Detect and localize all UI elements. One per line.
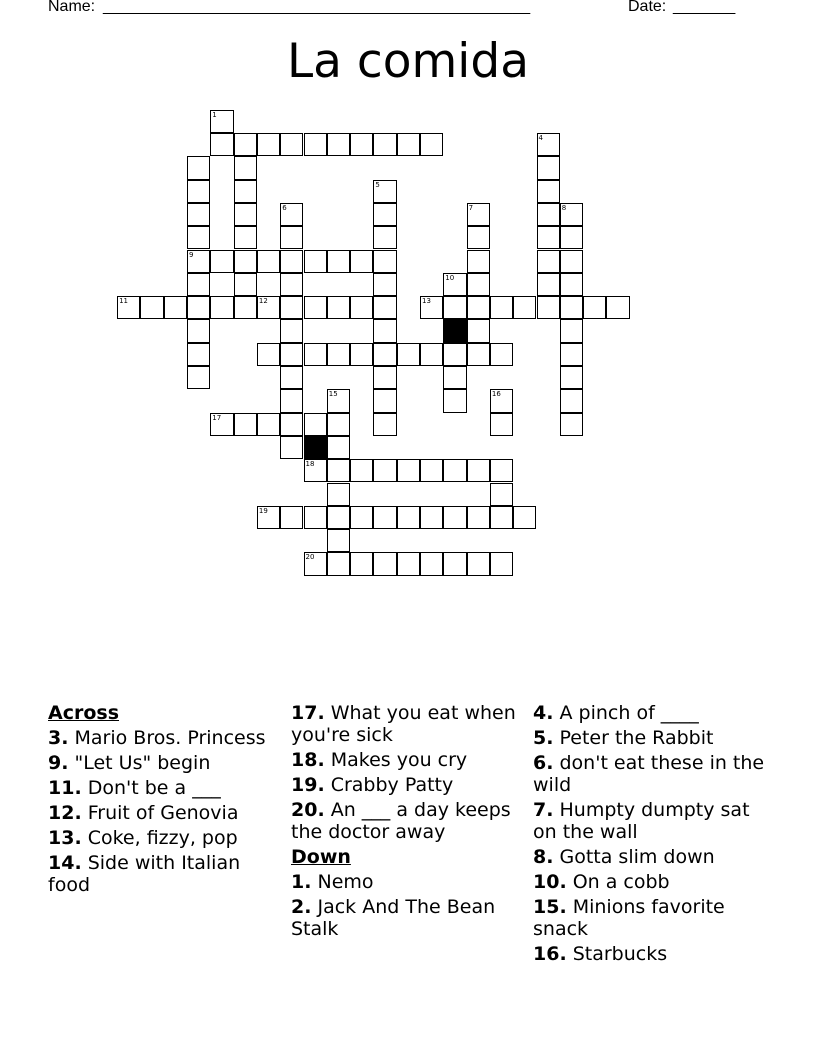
crossword-cell[interactable] <box>327 483 350 506</box>
clue-column-1 <box>48 702 273 899</box>
clue-column-2 <box>291 702 526 943</box>
crossword-cell[interactable] <box>467 296 490 319</box>
crossword-cell[interactable] <box>560 366 583 389</box>
crossword-cell[interactable] <box>467 273 490 296</box>
crossword-cell[interactable] <box>304 552 327 575</box>
crossword-cell[interactable] <box>234 226 257 249</box>
crossword-cell[interactable] <box>467 552 490 575</box>
clue-number: 16 <box>491 390 501 399</box>
crossword-cell[interactable] <box>373 343 396 366</box>
crossword-cell[interactable] <box>304 413 327 436</box>
crossword-cell[interactable] <box>280 343 303 366</box>
crossword-cell[interactable] <box>350 250 373 273</box>
crossword-cell[interactable] <box>234 296 257 319</box>
clue-text: What you eat when you're sick <box>291 702 516 746</box>
clue-text: Coke, fizzy, pop <box>81 827 238 849</box>
clue-num: 9. <box>48 752 69 774</box>
crossword-cell[interactable] <box>234 273 257 296</box>
date-field[interactable]: _______ <box>673 0 736 15</box>
clue-num: 2. <box>291 896 312 918</box>
clue-number: 13 <box>422 297 431 306</box>
clue-number: 18 <box>305 460 315 469</box>
clue-num: 13. <box>48 827 82 849</box>
clue-item <box>533 943 773 965</box>
crossword-cell[interactable] <box>537 226 560 249</box>
crossword-cell[interactable] <box>420 343 443 366</box>
crossword-cell[interactable] <box>560 343 583 366</box>
clue-number: 17 <box>212 413 222 422</box>
clue-number: 10 <box>445 273 455 282</box>
clue-item <box>291 799 526 843</box>
clue-num: 1. <box>291 871 312 893</box>
clue-number: 11 <box>119 297 129 306</box>
clue-text: don't eat these in the wild <box>533 752 765 796</box>
crossword-cell[interactable] <box>560 296 583 319</box>
crossword-cell[interactable] <box>537 203 560 226</box>
crossword-cell[interactable] <box>187 203 210 226</box>
crossword-cell[interactable] <box>280 203 303 226</box>
clue-item <box>48 752 273 774</box>
crossword-cell[interactable] <box>373 413 396 436</box>
crossword-cell[interactable] <box>280 366 303 389</box>
crossword-cell[interactable] <box>327 506 350 529</box>
crossword-cell[interactable] <box>443 552 466 575</box>
crossword-cell[interactable] <box>373 389 396 412</box>
clue-text: Makes you cry <box>324 749 468 771</box>
clue-num: 12. <box>48 802 82 824</box>
name-field[interactable]: ________________________________________________ <box>103 0 531 15</box>
crossword-cell[interactable] <box>397 133 420 156</box>
crossword-cell[interactable] <box>467 343 490 366</box>
clue-text: Side with Italian food <box>48 852 241 896</box>
crossword-cell[interactable] <box>187 180 210 203</box>
clue-item <box>533 727 773 749</box>
crossword-cell[interactable] <box>350 552 373 575</box>
crossword-cell[interactable] <box>443 273 466 296</box>
clue-text: Minions favorite snack <box>533 896 725 940</box>
crossword-cell[interactable] <box>350 296 373 319</box>
crossword-cell[interactable] <box>397 343 420 366</box>
crossword-cell[interactable] <box>560 226 583 249</box>
down-clue-list-continued <box>533 702 773 965</box>
crossword-cell[interactable] <box>280 319 303 342</box>
clue-item <box>533 846 773 868</box>
crossword-cell[interactable] <box>280 296 303 319</box>
across-clue-list-continued <box>291 702 526 843</box>
clue-text: Crabby Patty <box>324 774 454 796</box>
clue-number: 19 <box>258 506 268 515</box>
crossword-cell[interactable] <box>373 226 396 249</box>
clue-item <box>48 827 273 849</box>
name-label: Name: <box>48 0 96 15</box>
crossword-cell[interactable] <box>373 273 396 296</box>
crossword-cell[interactable] <box>443 389 466 412</box>
crossword-cell[interactable] <box>304 250 327 273</box>
crossword-cell[interactable] <box>327 552 350 575</box>
clue-item <box>533 871 773 893</box>
clue-text: "Let Us" begin <box>68 752 211 774</box>
crossword-cell[interactable] <box>373 552 396 575</box>
date-label: Date: <box>628 0 667 15</box>
crossword-cell[interactable] <box>443 506 466 529</box>
crossword-cell[interactable] <box>350 459 373 482</box>
clue-item <box>291 871 526 893</box>
crossword-cell[interactable] <box>560 250 583 273</box>
crossword-cell[interactable] <box>513 296 536 319</box>
crossword-cell[interactable] <box>280 413 303 436</box>
clue-item <box>291 702 526 746</box>
crossword-cell[interactable] <box>420 506 443 529</box>
clue-item <box>533 799 773 843</box>
clue-text: Humpty dumpty sat on the wall <box>533 799 750 843</box>
clue-text: On a cobb <box>566 871 670 893</box>
clue-number: 9 <box>189 250 194 259</box>
crossword-cell[interactable] <box>210 413 233 436</box>
crossword-cell[interactable] <box>280 250 303 273</box>
crossword-cell[interactable] <box>373 366 396 389</box>
clue-item <box>533 752 773 796</box>
crossword-cell[interactable] <box>560 413 583 436</box>
crossword-cell[interactable] <box>257 296 280 319</box>
crossword-cell[interactable] <box>420 296 443 319</box>
crossword-cell[interactable] <box>327 459 350 482</box>
crossword-cell[interactable] <box>304 133 327 156</box>
crossword-cell[interactable] <box>490 343 513 366</box>
crossword-cell[interactable] <box>467 459 490 482</box>
crossword-cell[interactable] <box>513 506 536 529</box>
crossword-cell[interactable] <box>187 366 210 389</box>
clue-num: 7. <box>533 799 554 821</box>
clue-item <box>291 774 526 796</box>
clue-num: 6. <box>533 752 554 774</box>
clue-text: Gotta slim down <box>553 846 715 868</box>
clue-text: Fruit of Genovia <box>81 802 239 824</box>
down-heading: Down <box>291 846 351 868</box>
clue-num: 18. <box>291 749 325 771</box>
crossword-cell[interactable] <box>117 296 140 319</box>
crossword-cell[interactable] <box>373 319 396 342</box>
crossword-cell[interactable] <box>373 180 396 203</box>
clue-num: 17. <box>291 702 325 724</box>
clue-num: 16. <box>533 943 567 965</box>
crossword-cell[interactable] <box>443 459 466 482</box>
clue-num: 5. <box>533 727 554 749</box>
crossword-cell[interactable] <box>327 250 350 273</box>
crossword-cell[interactable] <box>350 343 373 366</box>
crossword-cell[interactable] <box>490 413 513 436</box>
clue-item <box>533 896 773 940</box>
crossword-cell[interactable] <box>537 250 560 273</box>
clue-item <box>48 727 273 749</box>
crossword-cell[interactable] <box>420 552 443 575</box>
crossword-cell[interactable] <box>280 436 303 459</box>
crossword-cell[interactable] <box>467 226 490 249</box>
clue-num: 14. <box>48 852 82 874</box>
crossword-cell[interactable] <box>257 413 280 436</box>
crossword-cell[interactable] <box>234 156 257 179</box>
crossword-cell[interactable] <box>350 133 373 156</box>
crossword-cell[interactable] <box>467 250 490 273</box>
crossword-cell[interactable] <box>537 180 560 203</box>
clue-text: Mario Bros. Princess <box>68 727 266 749</box>
clue-item <box>48 852 273 896</box>
crossword-cell[interactable] <box>397 459 420 482</box>
crossword-cell[interactable] <box>606 296 629 319</box>
crossword-cell[interactable] <box>560 203 583 226</box>
page-title: La comida <box>287 34 529 89</box>
crossword-cell[interactable] <box>280 133 303 156</box>
clue-item <box>48 802 273 824</box>
clue-text: Don't be a ___ <box>81 777 221 799</box>
crossword-cell[interactable] <box>327 133 350 156</box>
crossword-cell[interactable] <box>304 343 327 366</box>
crossword-cell[interactable] <box>187 343 210 366</box>
crossword-cell[interactable] <box>420 133 443 156</box>
clue-number: 12 <box>258 297 268 306</box>
clue-number: 15 <box>328 390 338 399</box>
crossword-cell[interactable] <box>140 296 163 319</box>
crossword-cell[interactable] <box>490 459 513 482</box>
crossword-cell[interactable] <box>560 319 583 342</box>
crossword-cell[interactable] <box>443 366 466 389</box>
crossword-cell[interactable] <box>537 156 560 179</box>
crossword-cell[interactable] <box>443 343 466 366</box>
crossword-cell[interactable] <box>327 436 350 459</box>
clue-number: 6 <box>282 203 287 212</box>
clue-number: 20 <box>305 553 315 562</box>
crossword-cell[interactable] <box>537 296 560 319</box>
clue-item <box>291 896 526 940</box>
crossword-cell[interactable] <box>280 389 303 412</box>
crossword-cell[interactable] <box>373 459 396 482</box>
black-cell <box>304 436 327 459</box>
clue-number: 1 <box>212 110 217 119</box>
crossword-cell[interactable] <box>210 250 233 273</box>
crossword-cell[interactable] <box>210 133 233 156</box>
crossword-cell[interactable] <box>210 296 233 319</box>
clue-item <box>291 749 526 771</box>
clue-number: 7 <box>468 203 474 212</box>
clue-number: 5 <box>375 180 380 189</box>
crossword-cell[interactable] <box>257 506 280 529</box>
crossword-cell[interactable] <box>373 133 396 156</box>
crossword-cell[interactable] <box>234 250 257 273</box>
clue-number: 8 <box>561 203 567 212</box>
crossword-cell[interactable] <box>187 156 210 179</box>
crossword-cell[interactable] <box>234 180 257 203</box>
crossword-cell[interactable] <box>187 250 210 273</box>
crossword-cell[interactable] <box>373 296 396 319</box>
crossword-cell[interactable] <box>420 459 443 482</box>
crossword-cell[interactable] <box>490 389 513 412</box>
crossword-cell[interactable] <box>257 343 280 366</box>
crossword-cell[interactable] <box>373 203 396 226</box>
crossword-cell[interactable] <box>257 250 280 273</box>
across-heading: Across <box>48 702 120 724</box>
clue-text: An ___ a day keeps the doctor away <box>291 799 511 843</box>
crossword-cell[interactable] <box>397 506 420 529</box>
clue-text: A pinch of ____ <box>553 702 699 724</box>
crossword-cell[interactable] <box>490 483 513 506</box>
clue-number: 4 <box>538 134 543 142</box>
crossword-cell[interactable] <box>490 296 513 319</box>
crossword-cell[interactable] <box>234 203 257 226</box>
clue-num: 10. <box>533 871 567 893</box>
clue-item <box>533 702 773 724</box>
crossword-cell[interactable] <box>304 459 327 482</box>
crossword-cell[interactable] <box>373 250 396 273</box>
clue-text: Nemo <box>311 871 374 893</box>
crossword-cell[interactable] <box>304 506 327 529</box>
crossword-cell[interactable] <box>537 133 560 156</box>
crossword-cell[interactable] <box>490 506 513 529</box>
clue-num: 4. <box>533 702 554 724</box>
crossword-cell[interactable] <box>187 319 210 342</box>
crossword-cell[interactable] <box>490 552 513 575</box>
clue-item <box>48 777 273 799</box>
crossword-cell[interactable] <box>560 273 583 296</box>
crossword-cell[interactable] <box>560 389 583 412</box>
crossword-cell[interactable] <box>187 226 210 249</box>
crossword-cell[interactable] <box>234 133 257 156</box>
crossword-cell[interactable] <box>327 529 350 552</box>
crossword-cell[interactable] <box>187 273 210 296</box>
clue-num: 20. <box>291 799 325 821</box>
crossword-cell[interactable] <box>467 506 490 529</box>
clue-num: 11. <box>48 777 82 799</box>
crossword-cell[interactable] <box>537 273 560 296</box>
crossword-cell[interactable] <box>187 296 210 319</box>
crossword-cell[interactable] <box>583 296 606 319</box>
crossword-cell[interactable] <box>234 413 257 436</box>
clue-num: 15. <box>533 896 567 918</box>
crossword-cell[interactable] <box>280 226 303 249</box>
crossword-cell[interactable] <box>350 506 373 529</box>
clue-num: 8. <box>533 846 554 868</box>
crossword-cell[interactable] <box>327 413 350 436</box>
down-clue-list <box>291 871 526 940</box>
crossword-cell[interactable] <box>327 343 350 366</box>
crossword-cell[interactable] <box>467 203 490 226</box>
crossword-cell[interactable] <box>373 506 396 529</box>
clue-text: Jack And The Bean Stalk <box>291 896 496 940</box>
crossword-cell[interactable] <box>443 296 466 319</box>
crossword-cell[interactable] <box>327 296 350 319</box>
clue-num: 19. <box>291 774 325 796</box>
crossword-cell[interactable] <box>164 296 187 319</box>
crossword-cell[interactable] <box>280 273 303 296</box>
crossword-cell[interactable] <box>210 110 233 133</box>
clue-text: Peter the Rabbit <box>553 727 714 749</box>
clue-num: 3. <box>48 727 69 749</box>
crossword-cell[interactable] <box>280 506 303 529</box>
across-clue-list <box>48 727 273 896</box>
crossword-cell[interactable] <box>397 552 420 575</box>
crossword-cell[interactable] <box>257 133 280 156</box>
crossword-cell[interactable] <box>304 296 327 319</box>
clue-column-3 <box>533 702 773 968</box>
crossword-cell[interactable] <box>327 389 350 412</box>
clue-text: Starbucks <box>566 943 668 965</box>
black-cell <box>443 319 466 342</box>
crossword-cell[interactable] <box>467 319 490 342</box>
